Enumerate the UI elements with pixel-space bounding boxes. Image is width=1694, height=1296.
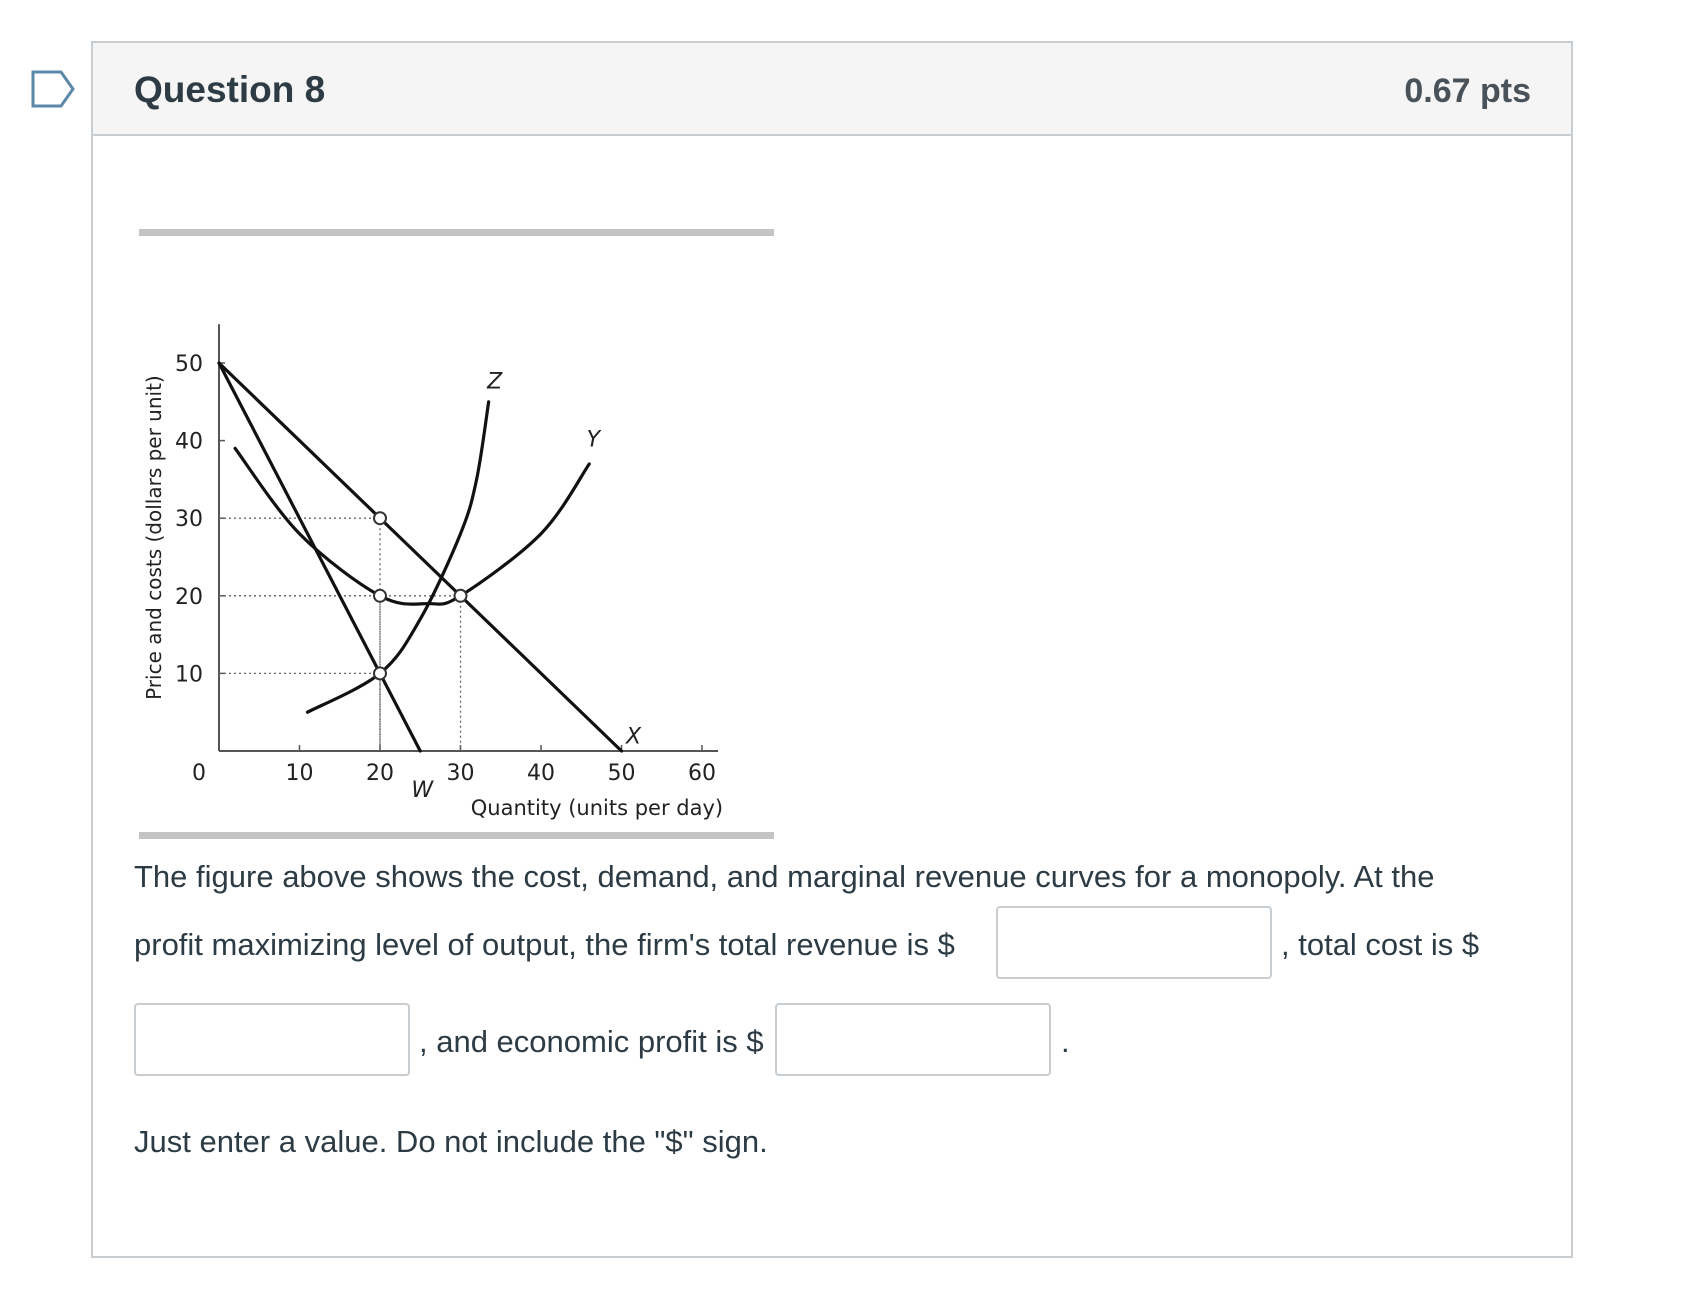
curve-label-x: X bbox=[626, 724, 642, 750]
sentence-period: . bbox=[1061, 1024, 1070, 1059]
curve-y bbox=[235, 448, 589, 604]
y-tick-label: 50 bbox=[175, 352, 203, 377]
y-tick-label: 40 bbox=[175, 429, 203, 455]
total-cost-label: , total cost is $ bbox=[1281, 927, 1480, 962]
curve-x bbox=[219, 363, 622, 751]
total-revenue-input[interactable] bbox=[996, 906, 1272, 979]
x-axis-label: Quantity (units per day) bbox=[470, 796, 724, 820]
curve-label-y: Y bbox=[586, 427, 601, 453]
marked-point bbox=[374, 512, 386, 524]
monopoly-figure bbox=[139, 193, 774, 820]
curve-z bbox=[308, 402, 489, 712]
bookmark-flag-icon[interactable] bbox=[31, 70, 75, 108]
y-tick-label: 20 bbox=[175, 584, 203, 610]
question-card bbox=[91, 41, 1573, 1258]
x-tick-label: 20 bbox=[366, 761, 394, 786]
curve-label-z: Z bbox=[487, 369, 503, 395]
marked-point bbox=[455, 590, 467, 602]
x-tick-label: 30 bbox=[446, 761, 475, 786]
figure-top-rule bbox=[139, 229, 774, 236]
marked-point bbox=[374, 590, 386, 602]
y-tick-label: 10 bbox=[175, 662, 203, 688]
economic-profit-label: , and economic profit is $ bbox=[419, 1024, 764, 1059]
total-cost-input[interactable] bbox=[134, 1003, 410, 1076]
economic-profit-input[interactable] bbox=[775, 1003, 1051, 1076]
curve-label-w: W bbox=[411, 778, 434, 803]
x-tick-label: 40 bbox=[527, 761, 555, 786]
question-title: Question 8 bbox=[134, 69, 326, 110]
question-text-line1: The figure above shows the cost, demand, and marginal revenue curves for a monopoly. At the bbox=[134, 859, 1435, 894]
x-tick-label: 60 bbox=[688, 761, 716, 786]
question-header bbox=[93, 43, 1571, 136]
x-tick-label: 0 bbox=[192, 761, 206, 786]
revenue-label: profit maximizing level of output, the firm's total revenue is $ bbox=[134, 927, 955, 962]
chart bbox=[139, 193, 774, 820]
question-points: 0.67 pts bbox=[1404, 72, 1531, 110]
question-text-line2 bbox=[134, 927, 955, 963]
y-axis-label: Price and costs (dollars per unit) bbox=[142, 375, 166, 700]
instruction-text: Just enter a value. Do not include the "$" sign. bbox=[134, 1124, 768, 1159]
x-tick-label: 10 bbox=[285, 761, 314, 786]
curve-w bbox=[219, 363, 420, 751]
figure-bottom-rule bbox=[139, 832, 774, 839]
y-tick-label: 30 bbox=[175, 507, 203, 533]
x-tick-label: 50 bbox=[607, 761, 636, 786]
marked-point bbox=[374, 667, 386, 679]
